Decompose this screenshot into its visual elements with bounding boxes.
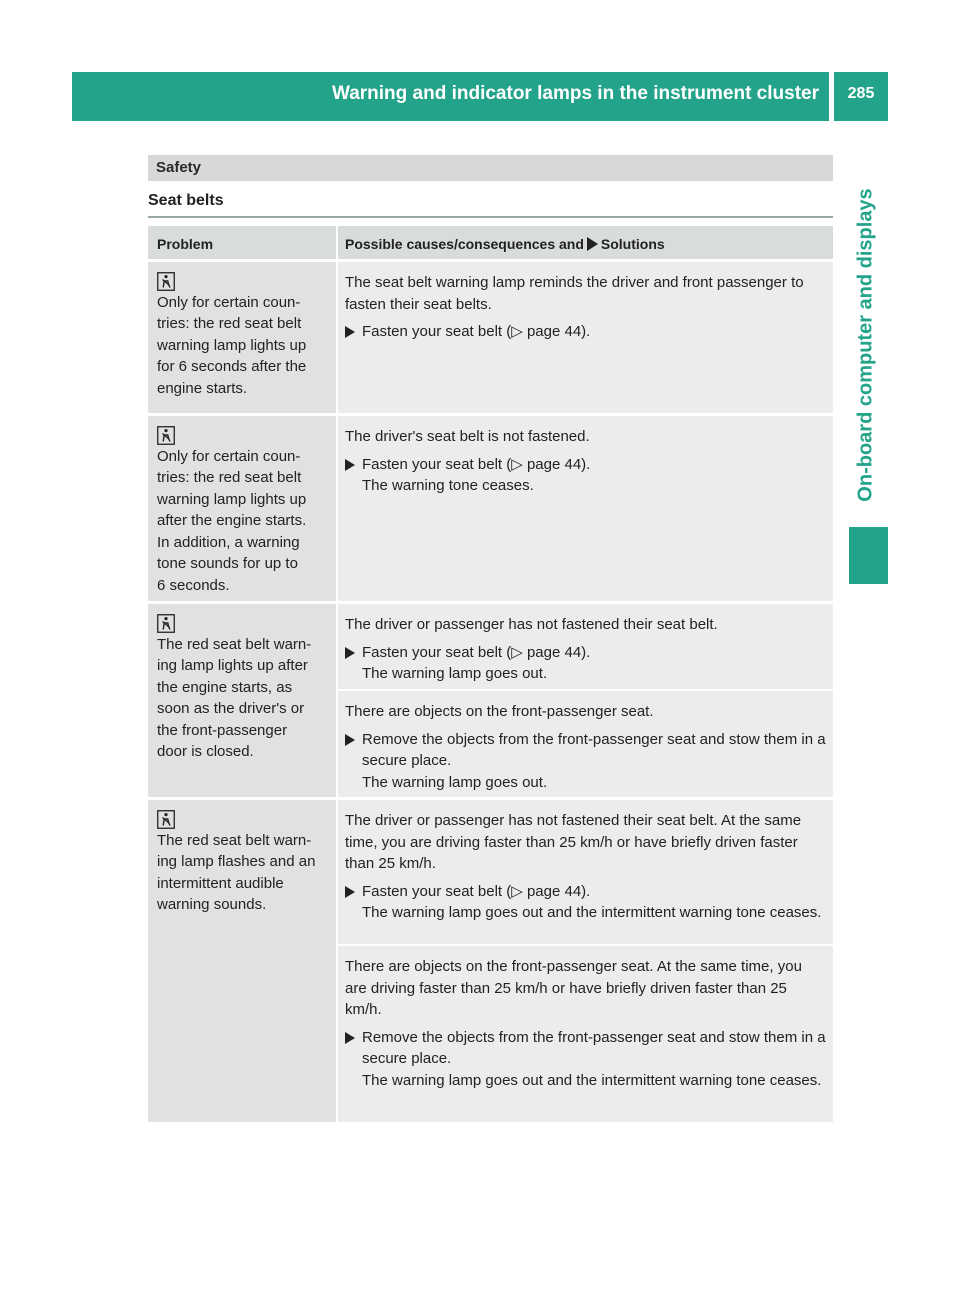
seat-belt-warning-icon: [157, 426, 175, 445]
cause-text: There are objects on the front-passenger seat. At the same time, you are driving faster than 25 km/h or have briefly driven faster than 25 km/h.: [345, 958, 802, 1018]
problem-cell: [148, 416, 336, 601]
column-header-solutions-text: Solutions: [600, 236, 665, 252]
action-result-text: The warning lamp goes out.: [362, 665, 548, 682]
problem-text: Only for certain coun- tries: the red seat belt warning lamp lights up for 6 seconds after the engine starts.: [157, 293, 307, 397]
solutions-column: [338, 800, 833, 1122]
table-row: [148, 416, 833, 601]
solution-cell: [338, 946, 833, 1122]
action-arrow-icon: [587, 237, 598, 251]
section-header: [148, 155, 833, 181]
column-header-solutions: [338, 226, 833, 259]
action-arrow-icon: [345, 647, 355, 659]
cause-text: The driver or passenger has not fastened their seat belt. At the same time, you are driving faster than 25 km/h or have briefly driven faster than 25 km/h.: [345, 812, 802, 872]
action-result-text: The warning tone ceases.: [362, 477, 534, 494]
table-body: [148, 262, 833, 1122]
action-step-text: Fasten your seat belt (▷ page 44).: [362, 455, 591, 473]
solutions-column: [338, 416, 833, 601]
seat-belt-warning-icon: [157, 272, 175, 291]
problem-text: Only for certain coun- tries: the red seat belt warning lamp lights up after the engine starts. In addition, a warning tone sounds for up to 6 seconds.: [157, 447, 307, 594]
column-header-problem: Problem: [148, 226, 336, 259]
action-result-text: The warning lamp goes out and the intermittent warning tone ceases.: [362, 1071, 822, 1089]
action-step-text: Fasten your seat belt (▷ page 44).: [362, 643, 591, 661]
action-step: [345, 454, 827, 497]
page-number: 285: [847, 85, 875, 102]
action-step-text: Remove the objects from the front-passenger seat and stow them in a secure place.: [362, 730, 826, 769]
problem-cell: [148, 604, 336, 797]
action-step: [345, 1027, 827, 1092]
cause-text: The driver's seat belt is not fastened.: [345, 428, 590, 445]
side-tab-marker: [849, 527, 888, 584]
side-chapter-label: On-board computer and displays: [854, 188, 877, 502]
action-step-text: Fasten your seat belt (▷ page 44).: [362, 323, 591, 340]
seat-belt-warning-icon: [157, 614, 175, 633]
action-arrow-icon: [345, 1032, 355, 1044]
subsection-title: Seat belts: [148, 192, 224, 209]
subsection-rule: [148, 216, 833, 218]
chapter-title: Warning and indicator lamps in the instrument cluster: [331, 83, 819, 104]
action-step: [345, 881, 827, 924]
side-chapter-tab: [844, 125, 888, 565]
problem-text: The red seat belt warn- ing lamp lights up after the engine starts, as soon as the driver's or the front-passenger door is closed.: [157, 635, 312, 760]
problem-text: The red seat belt warn- ing lamp flashes and an intermittent audible warning sounds.: [157, 831, 316, 913]
action-result-text: The warning lamp goes out.: [362, 773, 548, 791]
action-arrow-icon: [345, 459, 355, 471]
problem-cell: [148, 800, 336, 1122]
table-row: [148, 262, 833, 413]
solution-cell: [338, 262, 833, 413]
seat-belt-warning-icon: [157, 810, 175, 829]
section-title: Safety: [156, 159, 202, 176]
warning-lamp-table: [148, 226, 833, 1122]
solutions-column: [338, 604, 833, 797]
page-number-box: [834, 72, 888, 121]
problem-cell: [148, 262, 336, 413]
table-row: [148, 604, 833, 797]
cause-text: The driver or passenger has not fastened their seat belt.: [345, 616, 718, 633]
solution-cell: [338, 800, 833, 944]
action-step: [345, 642, 827, 685]
solution-cell: [338, 604, 833, 689]
page-header-bar: [72, 72, 829, 121]
cause-text: There are objects on the front-passenger seat.: [345, 703, 654, 720]
solution-cell: [338, 691, 833, 797]
cause-text: The seat belt warning lamp reminds the driver and front passenger to fasten their seat belts.: [345, 274, 804, 313]
action-arrow-icon: [345, 326, 355, 338]
table-row: [148, 800, 833, 1122]
action-result-text: The warning lamp goes out and the intermittent warning tone ceases.: [362, 904, 822, 921]
action-arrow-icon: [345, 734, 355, 746]
solution-cell: [338, 416, 833, 601]
column-header-causes-text: Possible causes/consequences and: [345, 236, 584, 252]
solutions-column: [338, 262, 833, 413]
table-header-row: [148, 226, 833, 259]
action-arrow-icon: [345, 886, 355, 898]
action-step-text: Remove the objects from the front-passenger seat and stow them in a secure place.: [362, 1028, 826, 1067]
action-step: [345, 321, 827, 343]
action-step-text: Fasten your seat belt (▷ page 44).: [362, 882, 591, 900]
action-step: [345, 729, 827, 794]
